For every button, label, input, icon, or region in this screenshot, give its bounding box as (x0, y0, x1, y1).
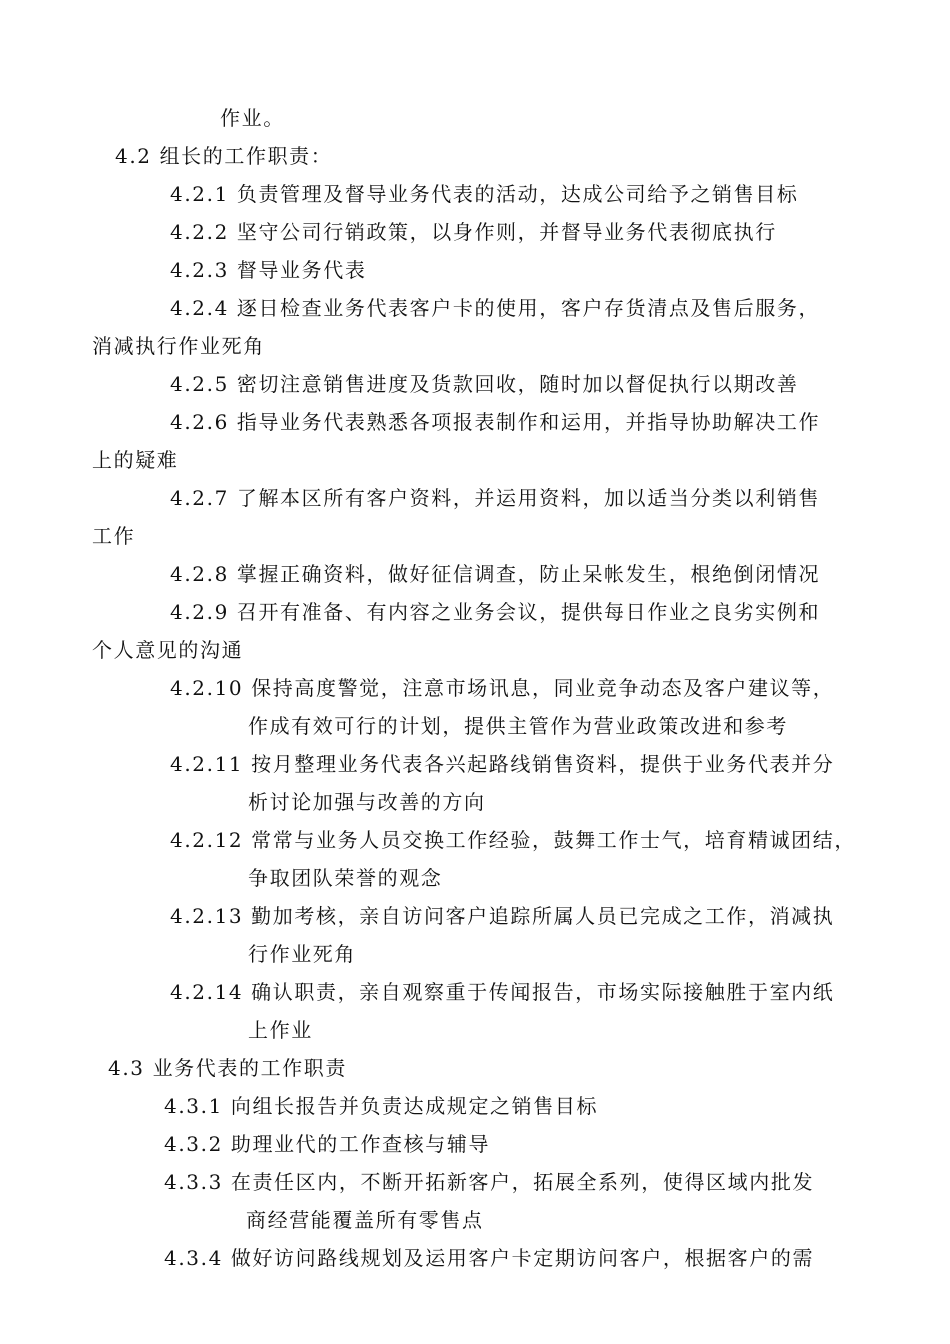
section-heading: 4.2 组长的工作职责： (115, 144, 333, 168)
list-item: 4.2.5 密切注意销售进度及货款回收，随时加以督促执行以期改善 (170, 372, 799, 396)
list-item: 4.2.8 掌握正确资料，做好征信调查，防止呆帐发生，根绝倒闭情况 (170, 562, 821, 586)
list-item-continuation: 消减执行作业死角 (92, 334, 265, 358)
list-item-continuation: 析讨论加强与改善的方向 (248, 790, 486, 814)
list-item-continuation: 争取团队荣誉的观念 (248, 866, 443, 890)
list-item: 4.2.11 按月整理业务代表各兴起路线销售资料，提供于业务代表并分 (170, 752, 835, 776)
section-heading: 4.3 业务代表的工作职责 (108, 1056, 347, 1080)
list-item: 4.2.4 逐日检查业务代表客户卡的使用，客户存货清点及售后服务， (170, 296, 821, 320)
list-item-continuation: 个人意见的沟通 (92, 638, 244, 662)
list-item: 4.2.14 确认职责，亲自观察重于传闻报告，市场实际接触胜于室内纸 (170, 980, 835, 1004)
list-item: 4.3.2 助理业代的工作查核与辅导 (164, 1132, 491, 1156)
list-item: 4.2.12 常常与业务人员交换工作经验，鼓舞工作士气，培育精诚团结， (170, 828, 856, 852)
list-item: 4.2.1 负责管理及督导业务代表的活动，达成公司给予之销售目标 (170, 182, 799, 206)
list-item-continuation: 行作业死角 (248, 942, 356, 966)
list-item-continuation: 上作业 (248, 1018, 313, 1042)
list-item: 4.2.3 督导业务代表 (170, 258, 367, 282)
list-item: 4.3.1 向组长报告并负责达成规定之销售目标 (164, 1094, 599, 1118)
list-item: 4.2.10 保持高度警觉，注意市场讯息，同业竞争动态及客户建议等， (170, 676, 835, 700)
text-line: 作业。 (220, 106, 285, 130)
list-item: 4.3.3 在责任区内，不断开拓新客户，拓展全系列，使得区域内批发 (164, 1170, 815, 1194)
list-item-continuation: 作成有效可行的计划，提供主管作为营业政策改进和参考 (248, 714, 788, 738)
list-item: 4.2.13 勤加考核，亲自访问客户追踪所属人员已完成之工作，消减执 (170, 904, 835, 928)
list-item: 4.3.4 做好访问路线规划及运用客户卡定期访问客户，根据客户的需 (164, 1246, 815, 1270)
list-item-continuation: 商经营能覆盖所有零售点 (246, 1208, 484, 1232)
list-item: 4.2.2 坚守公司行销政策，以身作则，并督导业务代表彻底执行 (170, 220, 777, 244)
list-item: 4.2.9 召开有准备、有内容之业务会议，提供每日作业之良劣实例和 (170, 600, 821, 624)
list-item-continuation: 工作 (92, 524, 136, 548)
list-item-continuation: 上的疑难 (92, 448, 179, 472)
list-item: 4.2.6 指导业务代表熟悉各项报表制作和运用，并指导协助解决工作 (170, 410, 821, 434)
list-item: 4.2.7 了解本区所有客户资料，并运用资料，加以适当分类以利销售 (170, 486, 821, 510)
